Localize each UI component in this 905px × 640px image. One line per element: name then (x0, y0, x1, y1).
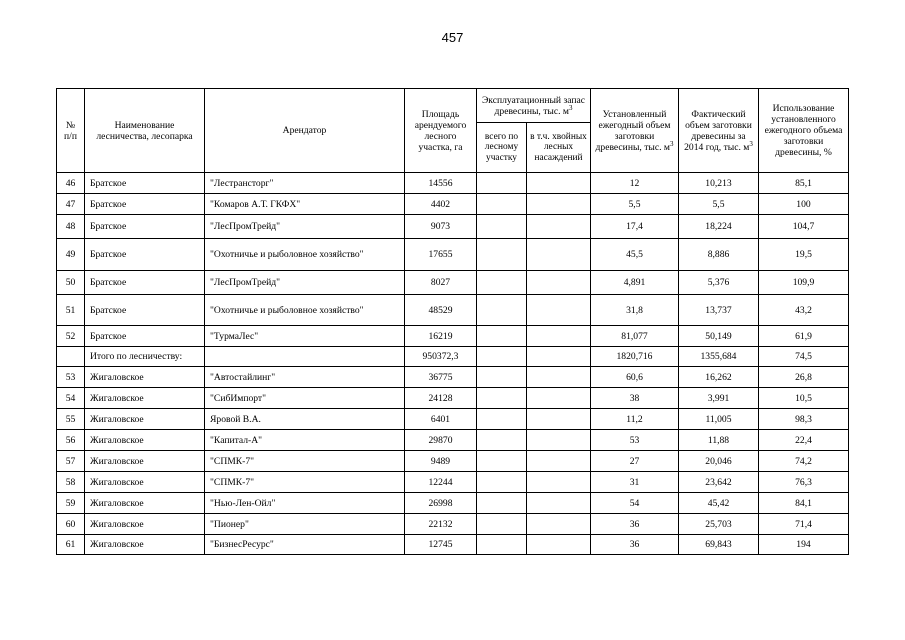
usage-cell: 61,9 (759, 326, 849, 347)
actual-cell: 11,88 (679, 430, 759, 451)
table-row (57, 535, 849, 555)
row-number: 49 (57, 239, 85, 271)
actual-cell: 20,046 (679, 451, 759, 472)
area-cell: 4402 (405, 194, 477, 215)
stock-total-cell (477, 194, 527, 215)
actual-cell: 3,991 (679, 388, 759, 409)
usage-cell: 76,3 (759, 472, 849, 493)
usage-cell: 104,7 (759, 215, 849, 239)
area-cell: 950372,3 (405, 347, 477, 367)
stock-total-cell (477, 514, 527, 535)
tenant-cell: "Охотничье и рыболовное хозяйство" (205, 295, 405, 326)
stock-conifer-cell (527, 347, 591, 367)
stock-conifer-cell (527, 388, 591, 409)
stock-conifer-cell (527, 173, 591, 194)
stock-conifer-cell (527, 239, 591, 271)
table-row (57, 493, 849, 514)
actual-cell: 18,224 (679, 215, 759, 239)
tenant-cell: "СПМК-7" (205, 472, 405, 493)
table-row (57, 271, 849, 295)
stock-conifer-cell (527, 430, 591, 451)
row-number: 47 (57, 194, 85, 215)
row-number: 51 (57, 295, 85, 326)
annual-set-cell: 31,8 (591, 295, 679, 326)
tenant-cell: "Охотничье и рыболовное хозяйство" (205, 239, 405, 271)
stock-total-cell (477, 451, 527, 472)
row-number: 56 (57, 430, 85, 451)
tenant-cell: "СибИмпорт" (205, 388, 405, 409)
stock-total-cell (477, 535, 527, 555)
forestry-cell: Жигаловское (85, 535, 205, 555)
stock-conifer-cell (527, 295, 591, 326)
stock-conifer-cell (527, 326, 591, 347)
annual-set-cell: 60,6 (591, 367, 679, 388)
actual-cell: 45,42 (679, 493, 759, 514)
actual-cell: 5,5 (679, 194, 759, 215)
stock-conifer-cell (527, 271, 591, 295)
actual-cell: 11,005 (679, 409, 759, 430)
usage-cell: 194 (759, 535, 849, 555)
annual-set-cell: 38 (591, 388, 679, 409)
usage-cell: 22,4 (759, 430, 849, 451)
forestry-cell: Жигаловское (85, 514, 205, 535)
annual-set-cell: 31 (591, 472, 679, 493)
tenant-cell: "Лестрансторг" (205, 173, 405, 194)
row-number: 46 (57, 173, 85, 194)
usage-cell: 98,3 (759, 409, 849, 430)
tenant-cell: "Комаров А.Т. ГКФХ" (205, 194, 405, 215)
forestry-cell: Итого по лесничеству: (85, 347, 205, 367)
forestry-cell: Братское (85, 194, 205, 215)
row-number: 61 (57, 535, 85, 555)
header-actual: Фактический объем заготовки древесины за 2014 год, тыс. $м^3$ (679, 89, 759, 173)
header-usage: Использование установленного ежегодного объема заготовки древесины, % (759, 89, 849, 173)
usage-cell: 71,4 (759, 514, 849, 535)
table-row (57, 215, 849, 239)
tenant-cell: "Нью-Лен-Ойл" (205, 493, 405, 514)
area-cell: 17655 (405, 239, 477, 271)
row-number: 58 (57, 472, 85, 493)
row-number: 55 (57, 409, 85, 430)
row-number (57, 347, 85, 367)
stock-total-cell (477, 409, 527, 430)
stock-total-cell (477, 430, 527, 451)
area-cell: 26998 (405, 493, 477, 514)
forestry-cell: Братское (85, 239, 205, 271)
tenant-cell: "БизнесРесурс" (205, 535, 405, 555)
area-cell: 16219 (405, 326, 477, 347)
annual-set-cell: 11,2 (591, 409, 679, 430)
stock-conifer-cell (527, 514, 591, 535)
area-cell: 48529 (405, 295, 477, 326)
table-row (57, 451, 849, 472)
stock-conifer-cell (527, 472, 591, 493)
table-row (57, 388, 849, 409)
annual-set-cell: 12 (591, 173, 679, 194)
actual-cell: 5,376 (679, 271, 759, 295)
row-number: 52 (57, 326, 85, 347)
table-row (57, 367, 849, 388)
usage-cell: 10,5 (759, 388, 849, 409)
header-forestry: Наименование лесничества, лесопарка (85, 89, 205, 173)
actual-cell: 1355,684 (679, 347, 759, 367)
stock-conifer-cell (527, 535, 591, 555)
area-cell: 8027 (405, 271, 477, 295)
annual-set-cell: 27 (591, 451, 679, 472)
row-number: 60 (57, 514, 85, 535)
usage-cell: 84,1 (759, 493, 849, 514)
area-cell: 6401 (405, 409, 477, 430)
tenant-cell: "ТурмаЛес" (205, 326, 405, 347)
stock-total-cell (477, 388, 527, 409)
page-number: 457 (441, 30, 464, 45)
stock-total-cell (477, 472, 527, 493)
table-row (57, 514, 849, 535)
usage-cell: 100 (759, 194, 849, 215)
forestry-cell: Жигаловское (85, 430, 205, 451)
stock-total-cell (477, 326, 527, 347)
annual-set-cell: 4,891 (591, 271, 679, 295)
annual-set-cell: 1820,716 (591, 347, 679, 367)
usage-cell: 109,9 (759, 271, 849, 295)
area-cell: 12244 (405, 472, 477, 493)
usage-cell: 19,5 (759, 239, 849, 271)
usage-cell: 85,1 (759, 173, 849, 194)
actual-cell: 16,262 (679, 367, 759, 388)
area-cell: 22132 (405, 514, 477, 535)
usage-cell: 43,2 (759, 295, 849, 326)
annual-set-cell: 36 (591, 514, 679, 535)
table-row (57, 409, 849, 430)
annual-set-cell: 53 (591, 430, 679, 451)
forestry-cell: Жигаловское (85, 388, 205, 409)
row-number: 48 (57, 215, 85, 239)
area-cell: 14556 (405, 173, 477, 194)
actual-cell: 13,737 (679, 295, 759, 326)
area-cell: 36775 (405, 367, 477, 388)
forestry-cell: Братское (85, 271, 205, 295)
header-stock-conifer: в т.ч. хвойных лесных насаждений (527, 123, 591, 173)
stock-total-cell (477, 215, 527, 239)
table-row (57, 194, 849, 215)
table-row (57, 430, 849, 451)
annual-set-cell: 17,4 (591, 215, 679, 239)
row-number: 50 (57, 271, 85, 295)
table-row (57, 347, 849, 367)
forestry-cell: Жигаловское (85, 409, 205, 430)
actual-cell: 8,886 (679, 239, 759, 271)
actual-cell: 69,843 (679, 535, 759, 555)
stock-total-cell (477, 367, 527, 388)
row-number: 54 (57, 388, 85, 409)
area-cell: 29870 (405, 430, 477, 451)
forestry-cell: Жигаловское (85, 451, 205, 472)
forestry-cell: Братское (85, 215, 205, 239)
stock-total-cell (477, 493, 527, 514)
tenant-cell: "Пионер" (205, 514, 405, 535)
actual-cell: 50,149 (679, 326, 759, 347)
header-tenant: Арендатор (205, 89, 405, 173)
stock-conifer-cell (527, 409, 591, 430)
usage-cell: 74,5 (759, 347, 849, 367)
annual-set-cell: 81,077 (591, 326, 679, 347)
tenant-cell: "Капитал-А" (205, 430, 405, 451)
actual-cell: 23,642 (679, 472, 759, 493)
forestry-cell: Жигаловское (85, 367, 205, 388)
tenant-cell: "ЛесПромТрейд" (205, 215, 405, 239)
stock-total-cell (477, 271, 527, 295)
forestry-cell: Жигаловское (85, 493, 205, 514)
stock-total-cell (477, 295, 527, 326)
table-row (57, 295, 849, 326)
stock-total-cell (477, 239, 527, 271)
row-number: 59 (57, 493, 85, 514)
stock-conifer-cell (527, 451, 591, 472)
stock-conifer-cell (527, 367, 591, 388)
area-cell: 12745 (405, 535, 477, 555)
annual-set-cell: 45,5 (591, 239, 679, 271)
forestry-cell: Братское (85, 173, 205, 194)
tenant-cell: "ЛесПромТрейд" (205, 271, 405, 295)
header-num: № п/п (57, 89, 85, 173)
forestry-cell: Братское (85, 326, 205, 347)
header-stock: Эксплуатационный запас древесины, тыс. $м^3$ (477, 89, 591, 123)
lease-table (56, 88, 849, 555)
tenant-cell: "СПМК-7" (205, 451, 405, 472)
area-cell: 24128 (405, 388, 477, 409)
header-annual-set: Установленный ежегодный объем заготовки древесины, тыс. $м^3$ (591, 89, 679, 173)
header-stock-total: всего по лесному участку (477, 123, 527, 173)
usage-cell: 74,2 (759, 451, 849, 472)
tenant-cell: Яровой В.А. (205, 409, 405, 430)
forestry-cell: Братское (85, 295, 205, 326)
stock-conifer-cell (527, 194, 591, 215)
table-row (57, 173, 849, 194)
stock-conifer-cell (527, 493, 591, 514)
header-area: Площадь арендуемого лесного участка, га (405, 89, 477, 173)
row-number: 53 (57, 367, 85, 388)
annual-set-cell: 36 (591, 535, 679, 555)
table-row (57, 472, 849, 493)
stock-total-cell (477, 173, 527, 194)
tenant-cell: "Автостайлинг" (205, 367, 405, 388)
usage-cell: 26,8 (759, 367, 849, 388)
actual-cell: 25,703 (679, 514, 759, 535)
tenant-cell (205, 347, 405, 367)
row-number: 57 (57, 451, 85, 472)
forestry-cell: Жигаловское (85, 472, 205, 493)
annual-set-cell: 54 (591, 493, 679, 514)
stock-conifer-cell (527, 215, 591, 239)
table-row (57, 326, 849, 347)
stock-total-cell (477, 347, 527, 367)
annual-set-cell: 5,5 (591, 194, 679, 215)
area-cell: 9073 (405, 215, 477, 239)
table-row (57, 239, 849, 271)
area-cell: 9489 (405, 451, 477, 472)
actual-cell: 10,213 (679, 173, 759, 194)
